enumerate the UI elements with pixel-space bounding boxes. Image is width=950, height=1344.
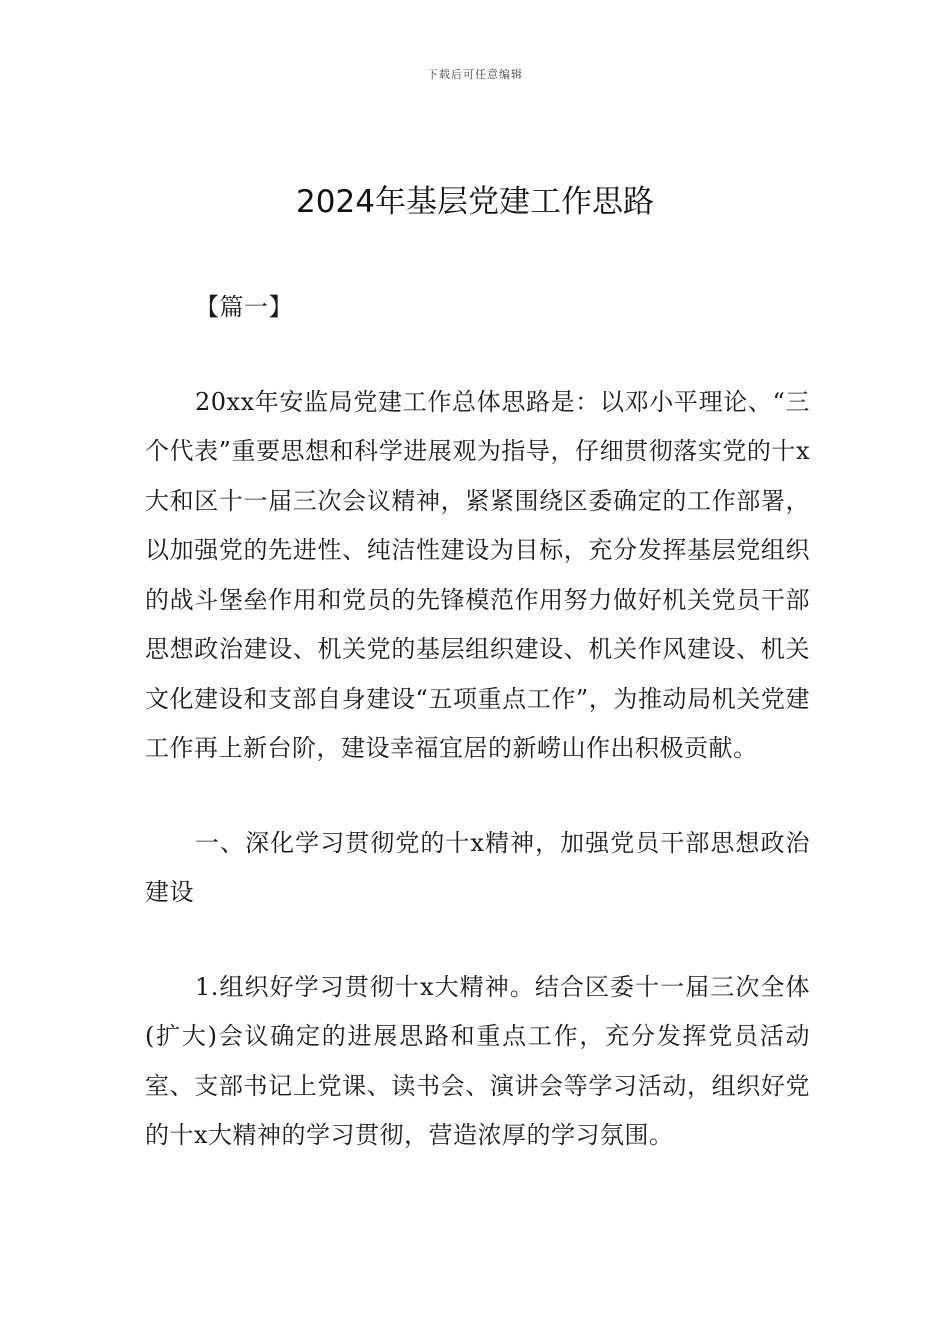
- paragraph-intro: 20xx年安监局党建工作总体思路是：以邓小平理论、“三个代表”重要思想和科学进展观为指导，仔细贯彻落实党的十x大和区十一届三次会议精神，紧紧围绕区委确定的工作部署，以加强党的先进性、纯洁性建设为目标，充分发挥基层党组织的战斗堡垒作用和党员的先锋模范作用努力做好机关党员干部思想政治建设、机关党的基层组织建设、机关作风建设、机关文化建设和支部自身建设“五项重点工作”，为推动局机关党建工作再上新台阶，建设幸福宜居的新崂山作出积极贡献。: [145, 387, 810, 762]
- section-label: 【篇一】: [195, 293, 293, 321]
- document-title: 2024年基层党建工作思路: [296, 184, 654, 220]
- paragraph-heading-one: 一、深化学习贯彻党的十x精神，加强党员干部思想政治建设: [145, 828, 810, 906]
- document-body: [145, 283, 810, 1161]
- header-note: 下载后可任意编辑: [427, 68, 523, 81]
- paragraph-item-one: 1.组织好学习贯彻十x大精神。结合区委十一届三次全体(扩大)会议确定的进展思路和重点工作，充分发挥党员活动室、支部书记上党课、读书会、演讲会等学习活动，组织好党的十x大精神的学习贯彻，营造浓厚的学习氛围。: [145, 972, 810, 1149]
